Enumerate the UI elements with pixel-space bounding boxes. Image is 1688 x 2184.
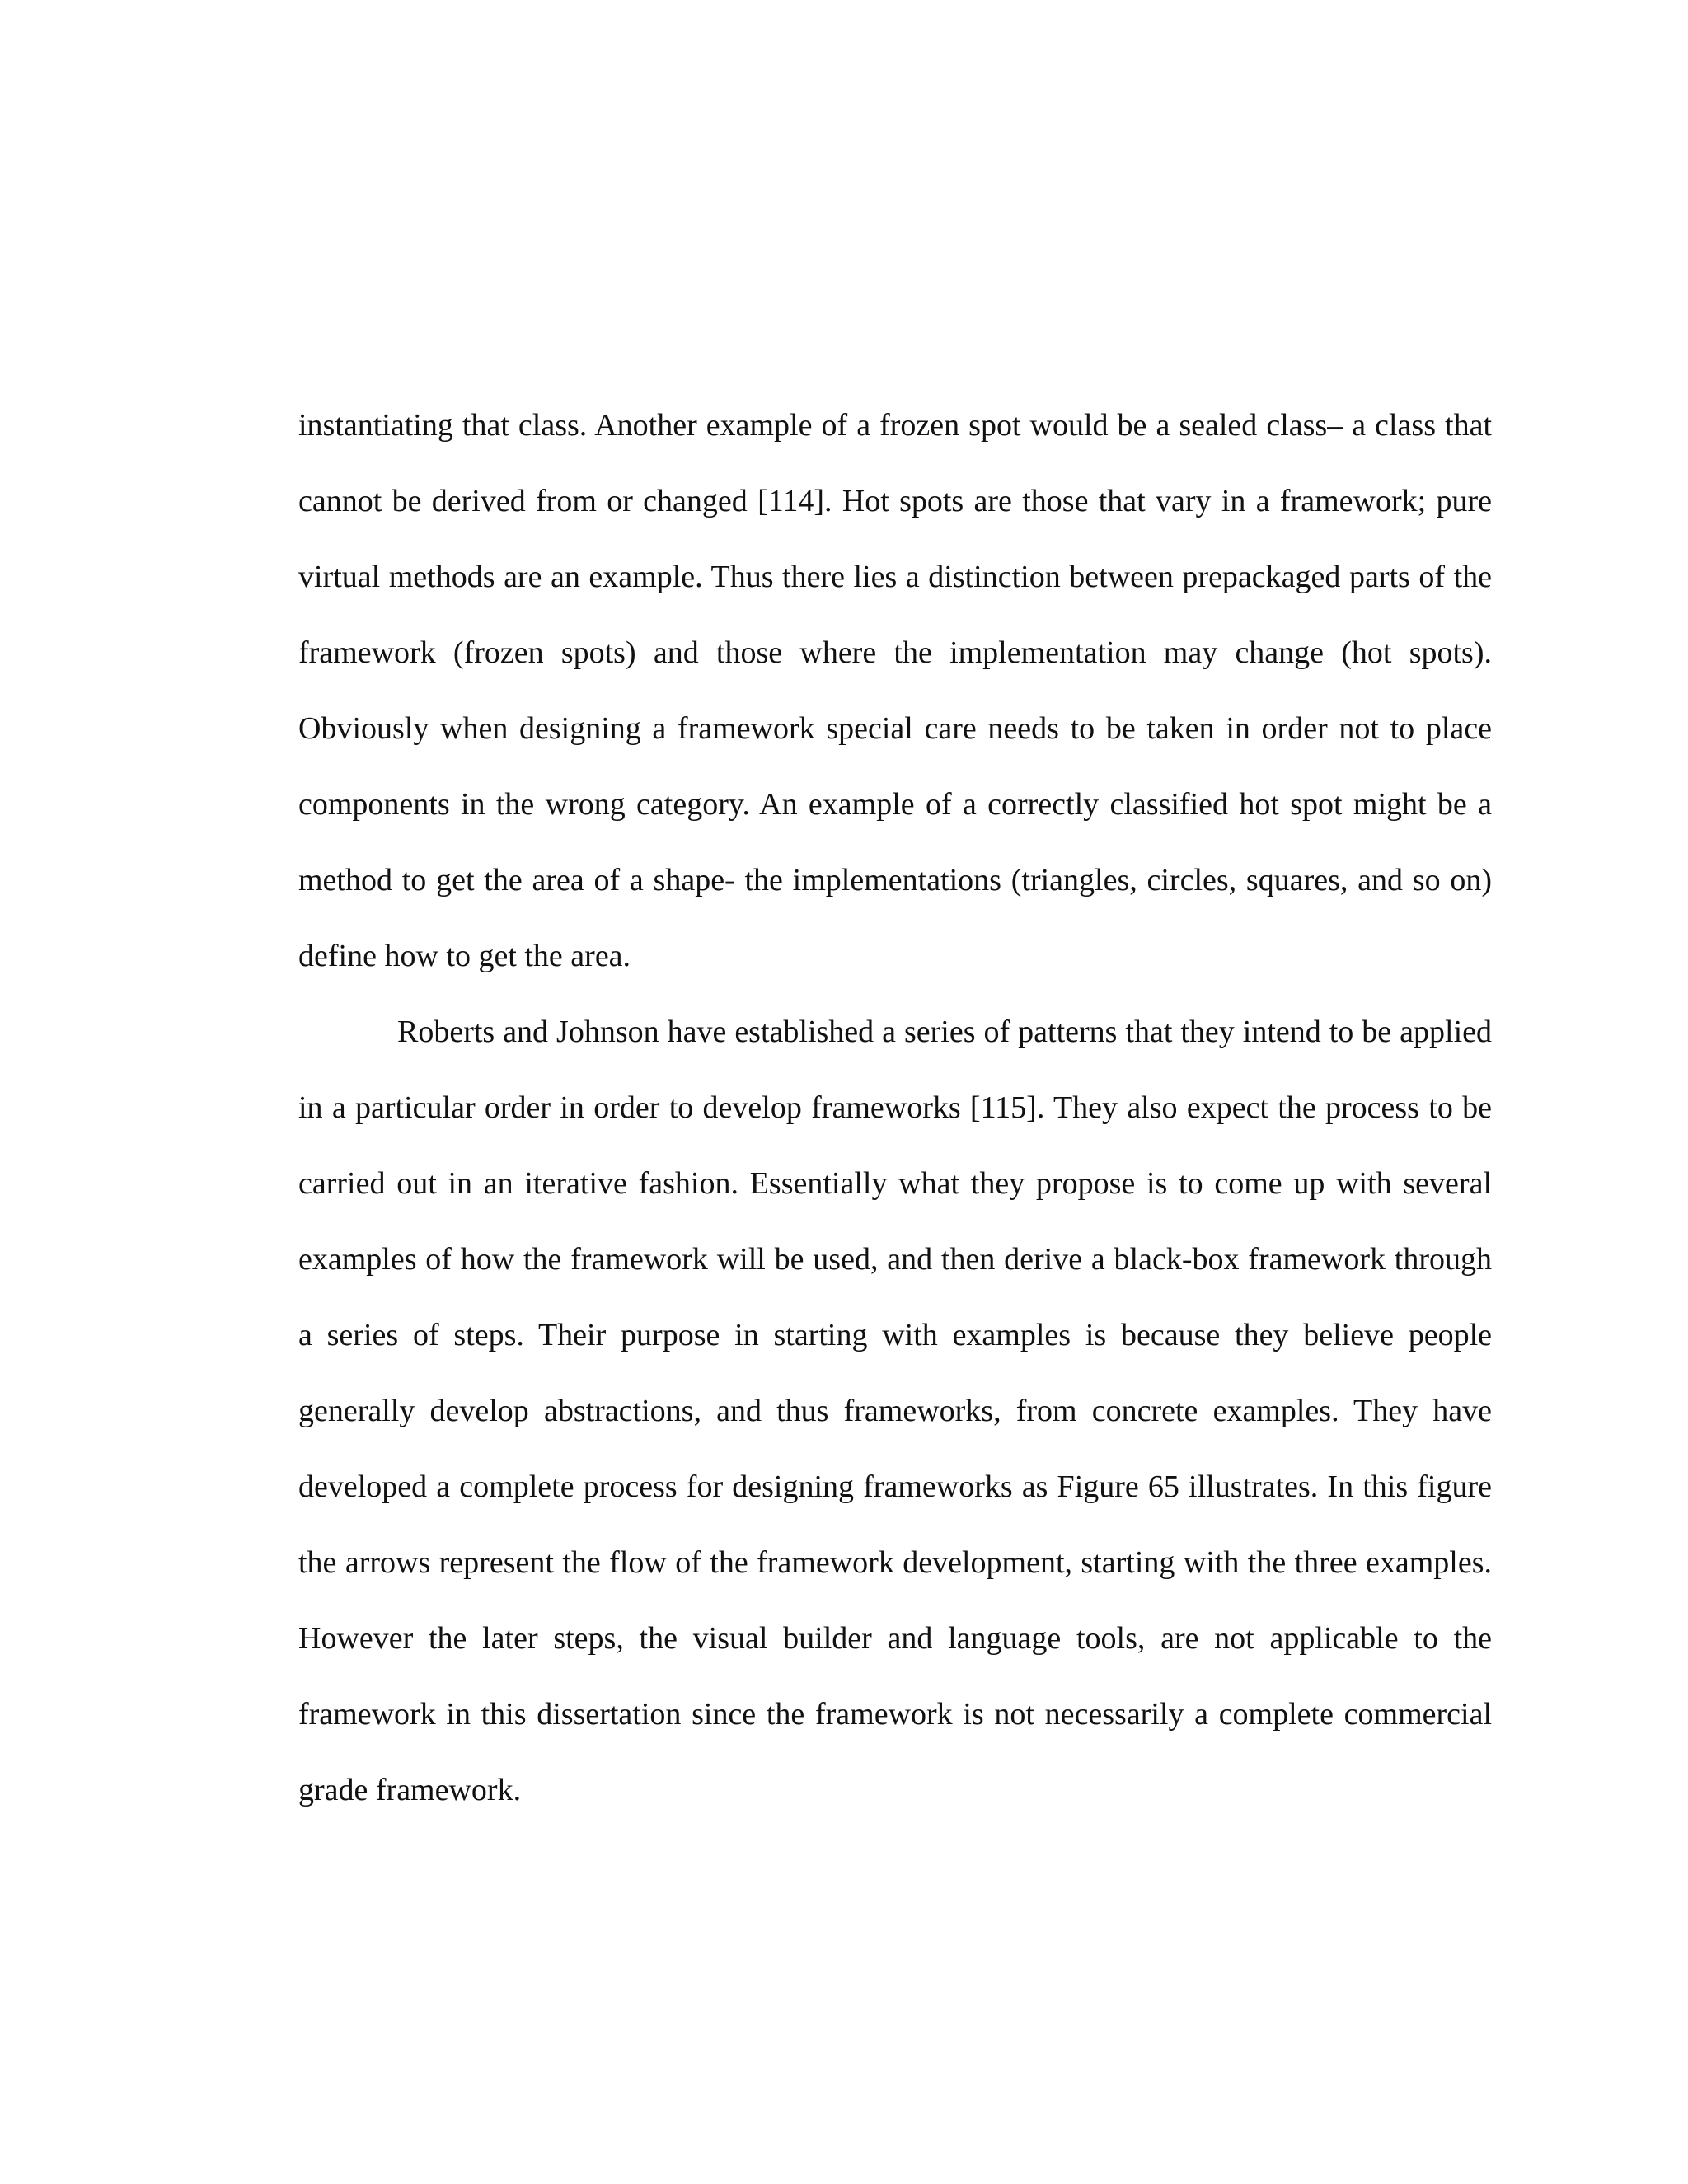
paragraph-frozen-hot-spots: instantiating that class. Another example of a frozen spot would be a sealed class– a class that cannot be derived from or changed [114]. Hot spots are those that vary in a framework; pure virtual methods are an example. Thus there lies a distinction between prepackaged parts of the framework (frozen spots) and those where the implementation may change (hot spots). Obviously when designing a framework special care needs to be taken in order not to place components in the wrong category. An example of a correctly classified hot spot might be a method to get the area of a shape- the implementations (triangles, circles, squares, and so on) define how to get the area. xyxy=(298,408,1492,973)
body-text xyxy=(298,387,1492,1828)
paragraph-roberts-johnson: Roberts and Johnson have established a series of patterns that they intend to be applied in a particular order in order to develop frameworks [115]. They also expect the process to be carried out in an iterative fashion. Essentially what they propose is to come up with several examples of how the framework will be used, and then derive a black-box framework through a series of steps. Their purpose in starting with examples is because they believe people generally develop abstractions, and thus frameworks, from concrete examples. They have developed a complete process for designing frameworks as Figure 65 illustrates. In this figure the arrows represent the flow of the framework development, starting with the three examples. However the later steps, the visual builder and language tools, are not applicable to the framework in this dissertation since the framework is not necessarily a complete commercial grade framework. xyxy=(298,1015,1492,1807)
